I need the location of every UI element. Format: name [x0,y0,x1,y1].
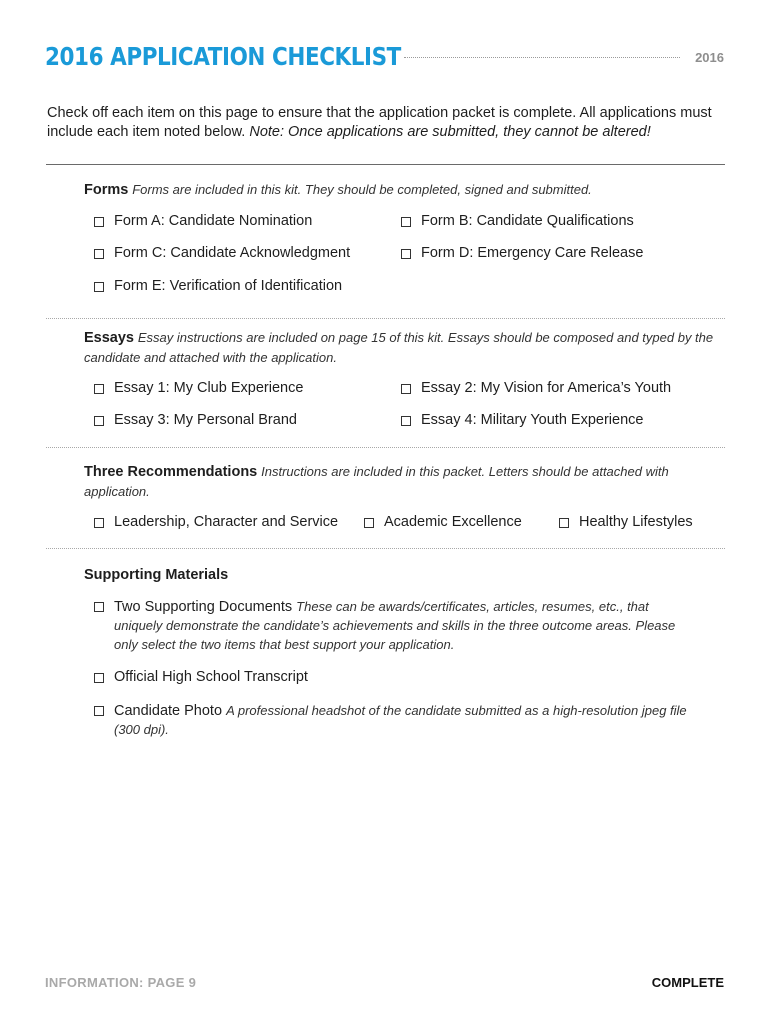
checklist-item-healthy[interactable] [559,513,693,531]
item-label: Essay 1: My Club Experience [114,380,304,396]
page-title: 2016 APPLICATION CHECKLIST [45,42,401,71]
checkbox[interactable] [94,249,104,259]
item-label: Essay 2: My Vision for America’s Youth [421,380,672,396]
checklist-item-essay-1[interactable] [94,379,303,397]
checklist-item-transcript[interactable] [94,668,308,686]
checkbox[interactable] [94,416,104,426]
item-label: Form A: Candidate Nomination [114,213,313,229]
recommendations-title: Three Recommendations [84,464,258,480]
checklist-item-form-e[interactable] [94,277,342,295]
item-label: Form B: Candidate Qualifications [421,213,634,229]
checkbox[interactable] [94,282,104,292]
checklist-item-form-a[interactable] [94,212,312,230]
item-text [114,597,694,654]
checkbox[interactable] [94,384,104,394]
item-label: Two Supporting Documents [114,599,293,615]
forms-description: Forms are included in this kit. They should be completed, signed and submitted. [132,182,592,197]
checkbox[interactable] [401,416,411,426]
checklist-item-form-d[interactable] [401,244,643,262]
item-description: These can be awards/certificates, articles, resumes, etc., that uniquely demonstrate the candidate’s achievements and skills in the three outcome areas. Please only select the two items that best support your application. [114,599,676,652]
checklist-item-essay-4[interactable] [401,411,643,429]
item-label: Healthy Lifestyles [579,514,693,530]
checklist-item-form-b[interactable] [401,212,634,230]
checklist-item-leadership[interactable] [94,513,338,531]
footer-status: COMPLETE [651,975,724,990]
checklist-item-supporting-documents[interactable] [94,597,694,654]
checkbox[interactable] [94,602,104,612]
intro-text: Check off each item on this page to ensure that the application packet is complete. All applications must include each item noted below. [47,105,712,140]
section-divider [46,447,725,448]
supporting-heading [84,565,724,585]
section-divider [46,548,725,549]
item-label: Essay 4: Military Youth Experience [421,412,644,428]
essays-heading [84,328,724,367]
item-label: Form E: Verification of Identification [114,278,343,294]
item-text [114,701,694,739]
checklist-item-essay-2[interactable] [401,379,671,397]
checklist-item-academic[interactable] [364,513,522,531]
section-divider [46,318,725,319]
item-label: Essay 3: My Personal Brand [114,412,297,428]
checkbox[interactable] [401,217,411,227]
item-label: Candidate Photo [114,703,223,719]
intro-divider [46,164,725,165]
checkbox[interactable] [364,518,374,528]
header-year: 2016 [695,50,724,65]
item-label: Leadership, Character and Service [114,514,339,530]
checkbox[interactable] [401,249,411,259]
checklist-item-essay-3[interactable] [94,411,297,429]
checklist-item-candidate-photo[interactable] [94,701,694,739]
checklist-item-form-c[interactable] [94,244,350,262]
item-label: Official High School Transcript [114,669,308,685]
item-label: Form C: Candidate Acknowledgment [114,245,351,261]
forms-heading [84,180,724,200]
title-divider [404,57,680,58]
essays-description: Essay instructions are included on page 15 of this kit. Essays should be composed and typed by the candidate and attached with the application. [84,330,714,365]
recommendations-description: Instructions are included in this packet. Letters should be attached with application. [84,464,669,499]
intro-note: Note: Once applications are submitted, they cannot be altered! [249,123,651,140]
item-description: A professional headshot of the candidate submitted as a high-resolution jpeg file (300 dpi). [114,703,687,737]
forms-title: Forms [84,182,129,198]
checkbox[interactable] [94,518,104,528]
checkbox[interactable] [94,706,104,716]
supporting-title: Supporting Materials [84,567,229,583]
recommendations-heading [84,462,724,501]
checkbox[interactable] [94,673,104,683]
intro-paragraph [47,104,737,141]
checkbox[interactable] [559,518,569,528]
item-label: Form D: Emergency Care Release [421,245,644,261]
footer-page-info: INFORMATION: PAGE 9 [45,975,197,990]
essays-title: Essays [84,330,134,346]
item-label: Academic Excellence [384,514,522,530]
checkbox[interactable] [401,384,411,394]
checkbox[interactable] [94,217,104,227]
